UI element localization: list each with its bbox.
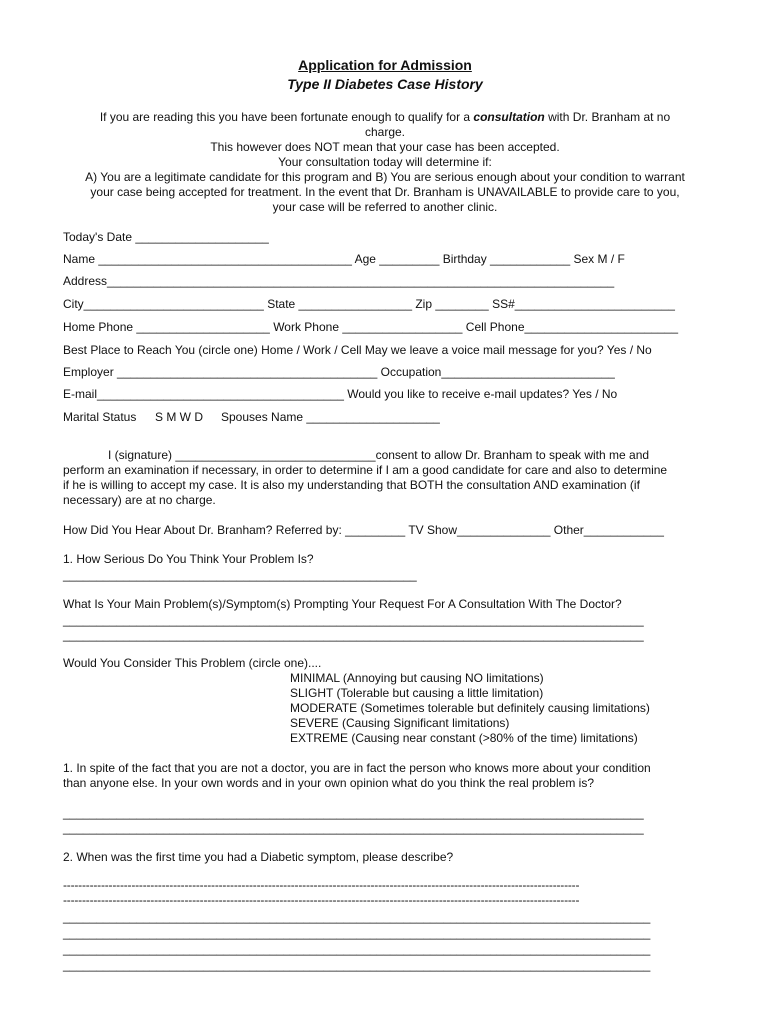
opinion-answer-line[interactable]: _______________________________________________________________________________________: [63, 821, 644, 835]
employer-occupation-field[interactable]: Employer _______________________________________ Occupation__________________________: [63, 365, 615, 379]
first-symptom-answer-line[interactable]: ________________________________________________________________________________________: [63, 926, 651, 940]
city-state-zip-ss-field[interactable]: City___________________________ State _________________ Zip ________ SS#________________________: [63, 297, 675, 311]
first-symptom-answer-line[interactable]: ----------------------------------------------------------------------------------------------------------------------------------------: [63, 878, 580, 892]
severity-option-severe[interactable]: SEVERE (Causing Significant limitations): [290, 716, 510, 730]
address-field[interactable]: Address____________________________________________________________________________: [63, 274, 615, 288]
consultation-emphasis: consultation: [473, 110, 545, 124]
intro-line-3: This however does NOT mean that your case has been accepted.: [210, 140, 560, 154]
consent-text: perform an examination if necessary, in order to determine if I am a good candidate for care and also to determine: [63, 463, 668, 477]
form-subtitle: Type II Diabetes Case History: [287, 76, 483, 92]
first-symptom-answer-line[interactable]: ________________________________________________________________________________________: [63, 942, 651, 956]
best-place-to-reach-field[interactable]: Best Place to Reach You (circle one) Home / Work / Cell May we leave a voice mail message for you? Yes / No: [63, 343, 652, 357]
marital-status-options[interactable]: S M W D: [155, 410, 203, 424]
seriousness-answer-line[interactable]: _____________________________________________________: [63, 568, 417, 582]
referral-field[interactable]: How Did You Hear About Dr. Branham? Referred by: _________ TV Show______________ Other____________: [63, 523, 664, 537]
form-title: Application for Admission: [298, 57, 472, 73]
severity-option-slight[interactable]: SLIGHT (Tolerable but causing a little limitation): [290, 686, 544, 700]
intro-line-1: [0, 110, 770, 125]
opinion-question-text: 1. In spite of the fact that you are not a doctor, you are in fact the person who knows more about your condition: [63, 761, 651, 775]
consent-text: necessary) are at no charge.: [63, 493, 216, 507]
main-problem-answer-line[interactable]: _______________________________________________________________________________________: [63, 628, 644, 642]
intro-line-2: charge.: [364, 125, 406, 139]
spouses-name-field[interactable]: Spouses Name ____________________: [221, 410, 440, 424]
first-symptom-answer-line[interactable]: ________________________________________________________________________________________: [63, 910, 651, 924]
intro-line-6: your case being accepted for treatment. In the event that Dr. Branham is UNAVAILABLE to provide care to you,: [90, 185, 680, 199]
email-field[interactable]: E-mail_____________________________________ Would you like to receive e-mail updates? Yes / No: [63, 387, 618, 401]
first-symptom-question-label: 2. When was the first time you had a Diabetic symptom, please describe?: [63, 850, 454, 864]
phone-fields[interactable]: Home Phone ____________________ Work Phone __________________ Cell Phone_______________________: [63, 320, 678, 334]
intro-text: with Dr. Branham at no: [544, 110, 671, 124]
first-symptom-answer-line[interactable]: ________________________________________________________________________________________: [63, 958, 651, 972]
intro-text: If you are reading this you have been fortunate enough to qualify for a: [99, 110, 474, 124]
intro-line-5: A) You are a legitimate candidate for this program and B) You are serious enough about your condition to warrant: [85, 170, 685, 184]
consent-text: if he is willing to accept my case. It is also my understanding that BOTH the consultation AND examination (if: [63, 478, 640, 492]
severity-option-extreme[interactable]: EXTREME (Causing near constant (>80% of the time) limitations): [290, 731, 638, 745]
marital-status-label: Marital Status: [63, 410, 137, 424]
main-problem-answer-line[interactable]: _______________________________________________________________________________________: [63, 613, 644, 627]
intro-line-4: Your consultation today will determine if:: [278, 155, 492, 169]
severity-option-moderate[interactable]: MODERATE (Sometimes tolerable but definitely causing limitations): [290, 701, 650, 715]
question-seriousness-label: 1. How Serious Do You Think Your Problem Is?: [63, 552, 314, 566]
severity-option-minimal[interactable]: MINIMAL (Annoying but causing NO limitations): [290, 671, 544, 685]
intro-line-7: your case will be referred to another clinic.: [272, 200, 498, 214]
opinion-question-text: than anyone else. In your own words and in your own opinion what do you think the real problem is?: [63, 776, 594, 790]
opinion-answer-line[interactable]: _______________________________________________________________________________________: [63, 806, 644, 820]
main-problem-label: What Is Your Main Problem(s)/Symptom(s) Prompting Your Request For A Consultation With The Doctor?: [63, 597, 622, 611]
severity-question-label: Would You Consider This Problem (circle one)....: [63, 656, 322, 670]
consent-signature-line[interactable]: I (signature) ______________________________consent to allow Dr. Branham to speak with me and: [108, 448, 650, 462]
name-age-birthday-sex-field[interactable]: Name ______________________________________ Age _________ Birthday ____________ Sex M / F: [63, 252, 625, 266]
todays-date-field[interactable]: Today's Date ____________________: [63, 230, 269, 244]
first-symptom-answer-line[interactable]: ----------------------------------------------------------------------------------------------------------------------------------------: [63, 893, 580, 907]
